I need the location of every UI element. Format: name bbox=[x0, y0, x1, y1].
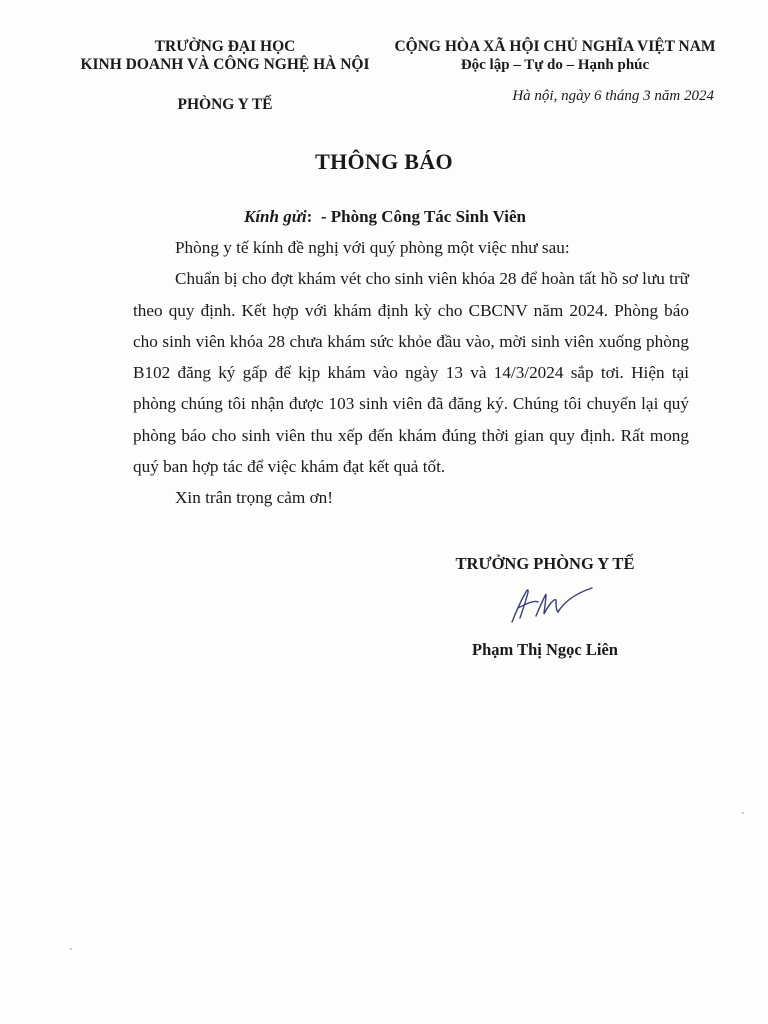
document-title: THÔNG BÁO bbox=[315, 149, 453, 174]
scan-speck bbox=[70, 948, 72, 950]
signature-stroke-2 bbox=[536, 588, 592, 616]
intro-paragraph: Phòng y tế kính đề nghị với quý phòng một việc như sau: bbox=[175, 238, 570, 257]
issuing-organization bbox=[70, 38, 380, 114]
document-body bbox=[133, 232, 689, 514]
national-motto: Độc lập – Tự do – Hạnh phúc bbox=[460, 57, 650, 73]
signer-name: Phạm Thị Ngọc Liên bbox=[472, 640, 618, 659]
handwritten-signature bbox=[498, 578, 608, 628]
org-name-line2: KINH DOANH VÀ CÔNG NGHỆ HÀ NỘI bbox=[80, 56, 370, 73]
signature-stroke-1 bbox=[512, 590, 538, 622]
recipient-colon: : bbox=[306, 207, 313, 226]
nation-name: CỘNG HÒA XÃ HỘI CHỦ NGHĨA VIỆT NAM bbox=[394, 38, 716, 55]
motto-underline bbox=[470, 76, 640, 77]
signer-title: TRƯỞNG PHÒNG Y TẾ bbox=[455, 554, 635, 573]
main-paragraph: Chuẩn bị cho đợt khám vét cho sinh viên khóa 28 để hoàn tất hồ sơ lưu trữ theo quy định. Kết hợp với khám định kỳ cho CBCNV năm 2024. Phòng báo cho sinh viên khóa 28 chưa khám sức khỏe đầu vào, mời sinh viên xuống phòng B102 đăng ký gấp để kịp khám vào ngày 13 và 14/3/2024 sắp tơi. Hiện tại phòng chúng tôi nhận được 103 sinh viên đã đăng ký. Chúng tôi chuyển lại quý phòng báo cho sinh viên thu xếp đến khám đúng thời gian quy định. Rất mong quý ban hợp tác để việc khám đạt kết quả tốt. bbox=[133, 269, 689, 477]
document-date: Hà nội, ngày 6 tháng 3 năm 2024 bbox=[512, 88, 714, 104]
recipient-name: - Phòng Công Tác Sinh Viên bbox=[320, 207, 526, 226]
closing-line: Xin trân trọng cảm ơn! bbox=[175, 488, 334, 508]
org-name-line1: TRƯỜNG ĐẠI HỌC bbox=[154, 38, 296, 55]
recipient-label: Kính gửi bbox=[244, 207, 307, 226]
recipient-line bbox=[244, 207, 526, 227]
national-header bbox=[370, 38, 740, 77]
department-name: PHÒNG Y TẾ bbox=[177, 96, 273, 113]
scan-speck bbox=[742, 812, 744, 814]
